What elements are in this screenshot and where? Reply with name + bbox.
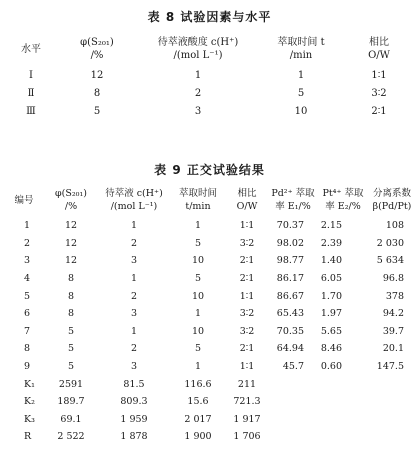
cell (318, 411, 368, 429)
cell: 1∶1 (371, 69, 387, 81)
cell: 8 (24, 343, 31, 355)
table-row (8, 84, 412, 102)
cell: Ⅲ (26, 105, 36, 117)
cell: 9 (24, 361, 31, 373)
header-number: 编号 (14, 194, 34, 206)
cell: 5 (297, 87, 305, 99)
cell: 86.67 (276, 290, 304, 302)
cell: 1∶1 (239, 220, 255, 232)
cell: 1.70 (320, 290, 342, 302)
table-row (4, 287, 416, 305)
cell: R (24, 431, 32, 443)
cell: 8 (93, 87, 101, 99)
header-acidity: 待萃液 c(H⁺) /(mol L⁻¹) (105, 188, 163, 212)
cell: 211 (237, 378, 257, 390)
cell: Ⅱ (27, 87, 35, 99)
cell (318, 428, 368, 446)
cell: 70.35 (276, 325, 304, 337)
cell: 5 (24, 290, 31, 302)
cell: 94.2 (382, 308, 404, 320)
cell: 1 (297, 69, 305, 81)
cell: 1 917 (233, 413, 261, 425)
cell: 3∶2 (239, 308, 255, 320)
cell: 1∶1 (239, 361, 255, 373)
cell: 116.6 (184, 378, 212, 390)
cell: 1 706 (233, 431, 261, 443)
cell: 809.3 (120, 396, 148, 408)
cell: 2 (130, 290, 138, 302)
cell: 2 (194, 87, 202, 99)
cell: 39.7 (382, 325, 404, 337)
cell: 5.65 (320, 325, 342, 337)
header-s201: φ(S₂₀₁) /% (55, 188, 87, 212)
cell: 10 (191, 325, 205, 337)
table-row (4, 393, 416, 411)
cell: 98.02 (276, 237, 304, 249)
cell: 0.60 (320, 361, 342, 373)
cell: 5 634 (376, 255, 404, 267)
cell (368, 375, 416, 393)
cell: 1 (130, 220, 138, 232)
table-row (4, 217, 416, 235)
table-row (4, 235, 416, 253)
cell: 1 (130, 325, 138, 337)
cell: 3 (130, 308, 138, 320)
table-row (8, 66, 412, 84)
cell: 86.17 (276, 273, 304, 285)
cell: 2 (130, 343, 138, 355)
cell: 2.15 (320, 220, 342, 232)
cell: 378 (385, 290, 404, 302)
cell: 2 (130, 237, 138, 249)
cell: 15.6 (187, 396, 209, 408)
header-separation-factor: 分离系数 β(Pd/Pt) (372, 188, 412, 212)
cell: 5 (93, 105, 101, 117)
cell: 1 (194, 220, 202, 232)
cell: 2.39 (320, 237, 342, 249)
cell: 4 (24, 273, 31, 285)
cell: 3∶2 (371, 87, 387, 99)
cell: 147.5 (376, 361, 404, 373)
header-pt-extraction: Pt⁴⁺ 萃取 率 E₂/% (322, 188, 364, 212)
table9-caption: 表 9 正交试验结果 (154, 163, 265, 177)
cell: 81.5 (123, 378, 145, 390)
cell: 8 (67, 273, 75, 285)
cell: 3 (130, 361, 138, 373)
cell: 20.1 (382, 343, 404, 355)
header-time: 萃取时间 t /min (277, 37, 325, 61)
cell: 5 (194, 237, 202, 249)
cell (368, 428, 416, 446)
header-time: 萃取时间 t/min (178, 188, 217, 212)
cell: 70.37 (276, 220, 304, 232)
header-acidity: 待萃液酸度 c(H⁺) /(mol L⁻¹) (157, 37, 239, 61)
cell: 1 959 (120, 413, 148, 425)
cell: 1 (194, 69, 202, 81)
cell: 45.7 (282, 361, 304, 373)
cell: 12 (64, 237, 78, 249)
cell: 3∶2 (239, 325, 255, 337)
header-phase-ratio: 相比 O/W (236, 188, 258, 212)
factor-level-table (8, 32, 412, 120)
cell: 1.40 (320, 255, 342, 267)
table-row (4, 358, 416, 376)
cell: 12 (64, 255, 78, 267)
cell: 8.46 (320, 343, 342, 355)
table-row (4, 305, 416, 323)
cell: 5 (67, 343, 75, 355)
cell: 7 (24, 325, 31, 337)
cell: 8 (67, 290, 75, 302)
table-row (4, 428, 416, 446)
cell: 2 017 (184, 413, 212, 425)
cell: 2∶1 (239, 343, 255, 355)
cell: 5 (194, 273, 202, 285)
cell (268, 428, 318, 446)
header-level: 水平 (21, 43, 41, 55)
cell: K₃ (24, 413, 35, 425)
cell: 5 (67, 361, 75, 373)
orthogonal-results-table (4, 183, 416, 446)
cell: 1 (194, 308, 202, 320)
cell: 108 (385, 220, 404, 232)
cell (368, 411, 416, 429)
cell: 3 (194, 105, 202, 117)
table8-header-row (8, 32, 412, 66)
cell (368, 393, 416, 411)
header-pd-extraction: Pd²⁺ 萃取 率 E₁/% (271, 188, 315, 212)
header-s201: φ(S₂₀₁) /% (80, 37, 114, 61)
cell: 189.7 (57, 396, 85, 408)
cell: 1.97 (320, 308, 342, 320)
cell: 1 878 (120, 431, 148, 443)
cell: 10 (191, 290, 205, 302)
cell: 3 (24, 255, 31, 267)
cell: 6.05 (320, 273, 342, 285)
table-row (4, 340, 416, 358)
cell: 1 (24, 220, 31, 232)
cell: K₂ (24, 396, 35, 408)
cell: 2∶1 (239, 255, 255, 267)
cell: 2 030 (376, 237, 404, 249)
cell: 12 (90, 69, 104, 81)
cell: 3∶2 (239, 237, 255, 249)
cell: 721.3 (233, 396, 261, 408)
cell: 2591 (58, 378, 84, 390)
cell: 1∶1 (239, 290, 255, 302)
cell: Ⅰ (29, 69, 33, 81)
cell (318, 393, 368, 411)
cell: 1 (194, 361, 202, 373)
table9-body (4, 217, 416, 446)
cell: 2 (24, 237, 31, 249)
cell: 1 (130, 273, 138, 285)
cell (268, 375, 318, 393)
cell: 5 (67, 325, 75, 337)
table-row (4, 252, 416, 270)
table-row (8, 102, 412, 120)
cell (268, 393, 318, 411)
cell: 5 (194, 343, 202, 355)
cell: 10 (294, 105, 308, 117)
table9-header-row (4, 183, 416, 217)
table-row (4, 270, 416, 288)
cell (318, 375, 368, 393)
header-phase-ratio: 相比 O/W (368, 37, 390, 61)
cell: 96.8 (382, 273, 404, 285)
table-row (4, 375, 416, 393)
table-row (4, 411, 416, 429)
cell: K₁ (24, 378, 35, 390)
table-row (4, 323, 416, 341)
cell (268, 411, 318, 429)
cell: 2∶1 (371, 105, 387, 117)
cell: 6 (24, 308, 31, 320)
cell: 64.94 (276, 343, 304, 355)
cell: 2 522 (57, 431, 85, 443)
cell: 8 (67, 308, 75, 320)
cell: 69.1 (60, 413, 82, 425)
cell: 98.77 (276, 255, 304, 267)
cell: 3 (130, 255, 138, 267)
cell: 1 900 (184, 431, 212, 443)
cell: 10 (191, 255, 205, 267)
cell: 12 (64, 220, 78, 232)
cell: 2∶1 (239, 273, 255, 285)
table8-caption: 表 8 试验因素与水平 (147, 10, 272, 24)
cell: 65.43 (276, 308, 304, 320)
